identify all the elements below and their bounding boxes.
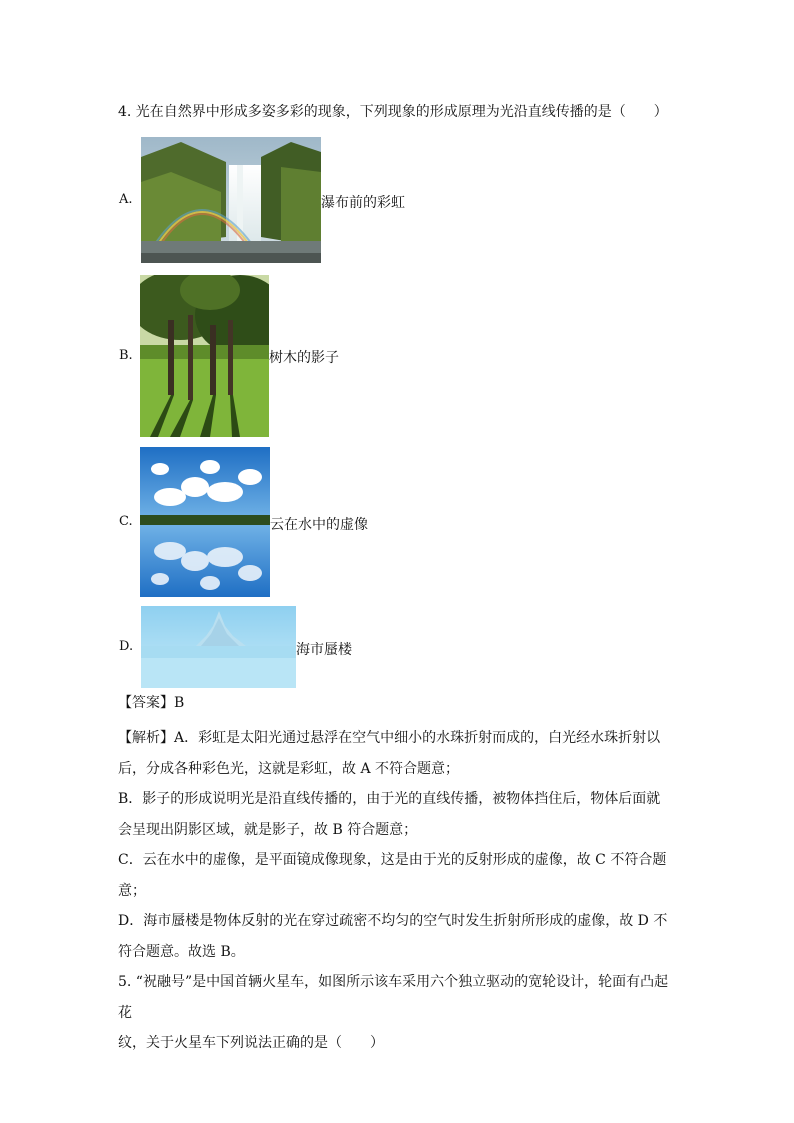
analysis-line: B．影子的形成说明光是沿直线传播的，由于光的直线传播，被物体挡住后，物体后面就 [118, 791, 661, 807]
analysis-line: C．云在水中的虚像，是平面镜成像现象，这是由于光的反射形成的虚像，故 C 不符合题 [118, 852, 667, 868]
cloud-reflection-image [140, 447, 270, 597]
analysis-line: 意； [118, 882, 146, 899]
answer-value: B [174, 695, 185, 711]
analysis-line: 后，分成各种彩色光，这就是彩虹，故 A 不符合题意； [118, 760, 460, 777]
analysis-line: 会呈现出阴影区域，就是影子，故 B 符合题意； [118, 821, 418, 838]
option-c-letter: C. [119, 514, 133, 529]
option-a-caption: 瀑布前的彩虹 [321, 195, 405, 211]
option-b-caption: 树木的影子 [269, 350, 339, 366]
answer-label: 【答案】 [118, 695, 174, 711]
analysis-block [118, 723, 670, 967]
analysis-line: D．海市蜃楼是物体反射的光在穿过疏密不均匀的空气时发生折射所形成的虚像，故 D 不 [118, 913, 668, 929]
option-d-caption: 海市蜃楼 [296, 642, 352, 658]
waterfall-rainbow-image [141, 137, 321, 263]
mirage-image [141, 606, 296, 688]
analysis-line: 【解析】A．彩虹是太阳光通过悬浮在空气中细小的水珠折射而成的，白光经水珠折射以 [118, 730, 661, 746]
option-a-letter: A. [119, 192, 133, 207]
option-c-caption: 云在水中的虚像 [270, 517, 368, 533]
question-5-stem [118, 967, 670, 1059]
option-b-letter: B. [119, 348, 133, 363]
question-5-line: 5. “祝融号”是中国首辆火星车，如图所示该车采用六个独立驱动的宽轮设计，轮面有凸起花 [118, 974, 669, 1021]
question-5-line: 纹，关于火星车下列说法正确的是（ ） [118, 1035, 384, 1051]
tree-shadow-image [140, 275, 269, 437]
question-4-stem: 4. 光在自然界中形成多姿多彩的现象，下列现象的形成原理为光沿直线传播的是（ ） [118, 104, 668, 120]
option-d-letter: D. [119, 639, 134, 654]
answer-line [118, 693, 184, 713]
analysis-label: 【解析】 [118, 730, 174, 746]
analysis-line: 符合题意。故选 B。 [118, 943, 245, 960]
